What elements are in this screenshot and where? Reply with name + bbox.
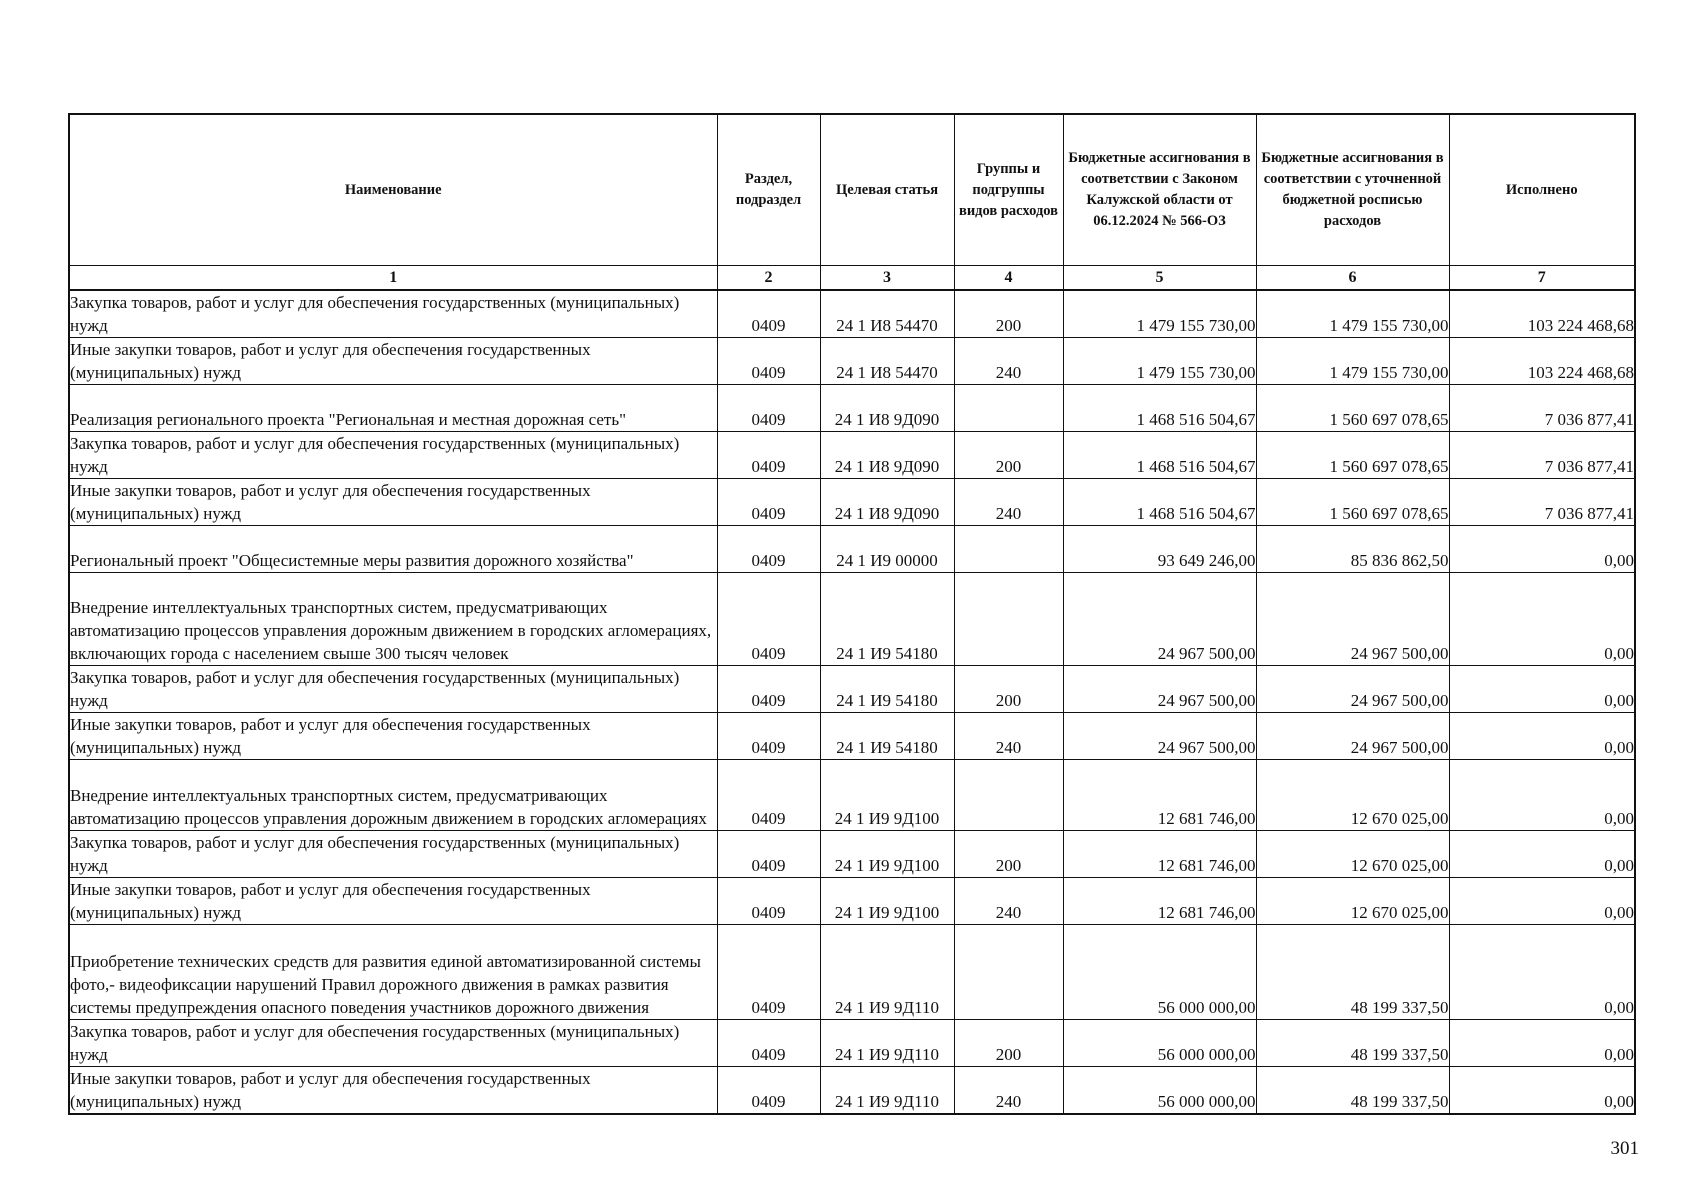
header-target-article: Целевая статья [820,114,954,266]
row-refined-allocation: 24 967 500,00 [1256,573,1449,666]
row-executed: 7 036 877,41 [1449,385,1635,432]
page-number: 301 [1610,1138,1639,1159]
row-law-allocation: 93 649 246,00 [1063,526,1256,573]
table-row [69,760,1635,831]
row-refined-allocation: 12 670 025,00 [1256,760,1449,831]
row-section: 0409 [717,831,820,878]
row-name: Иные закупки товаров, работ и услуг для обеспечения государственных (муниципальных) нужд [69,338,717,385]
row-refined-allocation: 85 836 862,50 [1256,526,1449,573]
table-row [69,1067,1635,1115]
row-target-article: 24 1 И9 9Д100 [820,831,954,878]
row-expense-group [954,573,1063,666]
header-executed: Исполнено [1449,114,1635,266]
row-section: 0409 [717,1067,820,1115]
column-number: 2 [717,266,820,291]
row-expense-group: 200 [954,1020,1063,1067]
row-expense-group [954,385,1063,432]
row-law-allocation: 1 468 516 504,67 [1063,479,1256,526]
row-target-article: 24 1 И8 54470 [820,338,954,385]
header-name: Наименование [69,114,717,266]
row-executed: 0,00 [1449,878,1635,925]
row-target-article: 24 1 И9 9Д100 [820,878,954,925]
row-executed: 0,00 [1449,526,1635,573]
row-section: 0409 [717,290,820,338]
row-name: Иные закупки товаров, работ и услуг для обеспечения государственных (муниципальных) нужд [69,479,717,526]
row-target-article: 24 1 И9 9Д110 [820,1067,954,1115]
row-law-allocation: 56 000 000,00 [1063,925,1256,1020]
row-law-allocation: 12 681 746,00 [1063,878,1256,925]
row-expense-group: 200 [954,831,1063,878]
row-law-allocation: 24 967 500,00 [1063,666,1256,713]
row-target-article: 24 1 И9 54180 [820,573,954,666]
row-executed: 0,00 [1449,1067,1635,1115]
row-target-article: 24 1 И8 9Д090 [820,479,954,526]
column-number: 7 [1449,266,1635,291]
row-name: Закупка товаров, работ и услуг для обеспечения государственных (муниципальных) нужд [69,666,717,713]
table-row [69,290,1635,338]
row-name: Закупка товаров, работ и услуг для обеспечения государственных (муниципальных) нужд [69,290,717,338]
row-law-allocation: 12 681 746,00 [1063,760,1256,831]
row-name: Приобретение технических средств для развития единой автоматизированной системы фото,- видеофиксации нарушений Правил дорожного движения в рамках развития системы предупреждения опасного поведения участников дорожного движения [69,925,717,1020]
table-row [69,338,1635,385]
row-target-article: 24 1 И8 9Д090 [820,432,954,479]
table-row [69,432,1635,479]
row-executed: 0,00 [1449,713,1635,760]
row-name: Иные закупки товаров, работ и услуг для обеспечения государственных (муниципальных) нужд [69,878,717,925]
row-executed: 0,00 [1449,1020,1635,1067]
row-refined-allocation: 48 199 337,50 [1256,925,1449,1020]
table-row [69,713,1635,760]
row-law-allocation: 1 468 516 504,67 [1063,432,1256,479]
row-section: 0409 [717,878,820,925]
row-name: Иные закупки товаров, работ и услуг для обеспечения государственных (муниципальных) нужд [69,713,717,760]
column-number: 1 [69,266,717,291]
header-section: Раздел, подраздел [717,114,820,266]
row-name: Региональный проект "Общесистемные меры развития дорожного хозяйства" [69,526,717,573]
row-refined-allocation: 1 560 697 078,65 [1256,479,1449,526]
row-section: 0409 [717,1020,820,1067]
row-expense-group [954,925,1063,1020]
row-refined-allocation: 12 670 025,00 [1256,831,1449,878]
row-section: 0409 [717,385,820,432]
row-refined-allocation: 12 670 025,00 [1256,878,1449,925]
row-executed: 0,00 [1449,760,1635,831]
row-target-article: 24 1 И9 00000 [820,526,954,573]
row-name: Внедрение интеллектуальных транспортных систем, предусматривающих автоматизацию процессов управления дорожным движением в городских агломерациях [69,760,717,831]
row-expense-group: 240 [954,479,1063,526]
row-refined-allocation: 24 967 500,00 [1256,713,1449,760]
row-expense-group: 240 [954,1067,1063,1115]
budget-table [68,113,1636,1115]
row-expense-group: 240 [954,338,1063,385]
row-section: 0409 [717,338,820,385]
row-refined-allocation: 1 479 155 730,00 [1256,338,1449,385]
row-law-allocation: 24 967 500,00 [1063,573,1256,666]
table-row [69,666,1635,713]
row-target-article: 24 1 И9 54180 [820,713,954,760]
row-section: 0409 [717,713,820,760]
row-section: 0409 [717,526,820,573]
row-target-article: 24 1 И9 9Д110 [820,1020,954,1067]
row-expense-group [954,526,1063,573]
row-executed: 0,00 [1449,666,1635,713]
row-section: 0409 [717,760,820,831]
row-expense-group: 200 [954,432,1063,479]
row-name: Закупка товаров, работ и услуг для обеспечения государственных (муниципальных) нужд [69,831,717,878]
row-executed: 103 224 468,68 [1449,290,1635,338]
row-name: Внедрение интеллектуальных транспортных систем, предусматривающих автоматизацию процессов управления дорожным движением в городских агломерациях, включающих города с населением свыше 300 тысяч человек [69,573,717,666]
row-name: Закупка товаров, работ и услуг для обеспечения государственных (муниципальных) нужд [69,1020,717,1067]
row-section: 0409 [717,432,820,479]
row-section: 0409 [717,573,820,666]
row-section: 0409 [717,925,820,1020]
header-refined-allocation: Бюджетные ассигнования в соответствии с уточненной бюджетной росписью расходов [1256,114,1449,266]
row-refined-allocation: 1 479 155 730,00 [1256,290,1449,338]
table-row [69,878,1635,925]
row-executed: 0,00 [1449,925,1635,1020]
row-expense-group: 200 [954,666,1063,713]
row-law-allocation: 56 000 000,00 [1063,1020,1256,1067]
table-row [69,573,1635,666]
column-number: 5 [1063,266,1256,291]
column-number: 3 [820,266,954,291]
row-name: Закупка товаров, работ и услуг для обеспечения государственных (муниципальных) нужд [69,432,717,479]
table-body [69,290,1635,1114]
table-row [69,831,1635,878]
row-refined-allocation: 48 199 337,50 [1256,1067,1449,1115]
row-refined-allocation: 48 199 337,50 [1256,1020,1449,1067]
row-executed: 0,00 [1449,831,1635,878]
row-expense-group: 240 [954,878,1063,925]
table-row [69,479,1635,526]
table-row [69,526,1635,573]
row-law-allocation: 56 000 000,00 [1063,1067,1256,1115]
header-expense-group: Группы и подгруппы видов расходов [954,114,1063,266]
row-law-allocation: 12 681 746,00 [1063,831,1256,878]
row-section: 0409 [717,666,820,713]
row-law-allocation: 1 479 155 730,00 [1063,290,1256,338]
row-expense-group: 240 [954,713,1063,760]
row-name: Реализация регионального проекта "Региональная и местная дорожная сеть" [69,385,717,432]
row-refined-allocation: 24 967 500,00 [1256,666,1449,713]
table-row [69,925,1635,1020]
row-expense-group [954,760,1063,831]
row-refined-allocation: 1 560 697 078,65 [1256,385,1449,432]
row-section: 0409 [717,479,820,526]
row-refined-allocation: 1 560 697 078,65 [1256,432,1449,479]
header-law-allocation: Бюджетные ассигнования в соответствии с Законом Калужской области от 06.12.2024 № 566-ОЗ [1063,114,1256,266]
table-header-row [69,114,1635,266]
row-target-article: 24 1 И8 9Д090 [820,385,954,432]
column-number-row [69,266,1635,291]
row-target-article: 24 1 И8 54470 [820,290,954,338]
row-law-allocation: 24 967 500,00 [1063,713,1256,760]
row-executed: 7 036 877,41 [1449,432,1635,479]
column-number: 6 [1256,266,1449,291]
row-executed: 0,00 [1449,573,1635,666]
row-law-allocation: 1 468 516 504,67 [1063,385,1256,432]
table-row [69,1020,1635,1067]
row-target-article: 24 1 И9 54180 [820,666,954,713]
row-executed: 7 036 877,41 [1449,479,1635,526]
row-law-allocation: 1 479 155 730,00 [1063,338,1256,385]
row-target-article: 24 1 И9 9Д110 [820,925,954,1020]
column-number: 4 [954,266,1063,291]
row-expense-group: 200 [954,290,1063,338]
row-executed: 103 224 468,68 [1449,338,1635,385]
row-name: Иные закупки товаров, работ и услуг для обеспечения государственных (муниципальных) нужд [69,1067,717,1115]
table-row [69,385,1635,432]
row-target-article: 24 1 И9 9Д100 [820,760,954,831]
